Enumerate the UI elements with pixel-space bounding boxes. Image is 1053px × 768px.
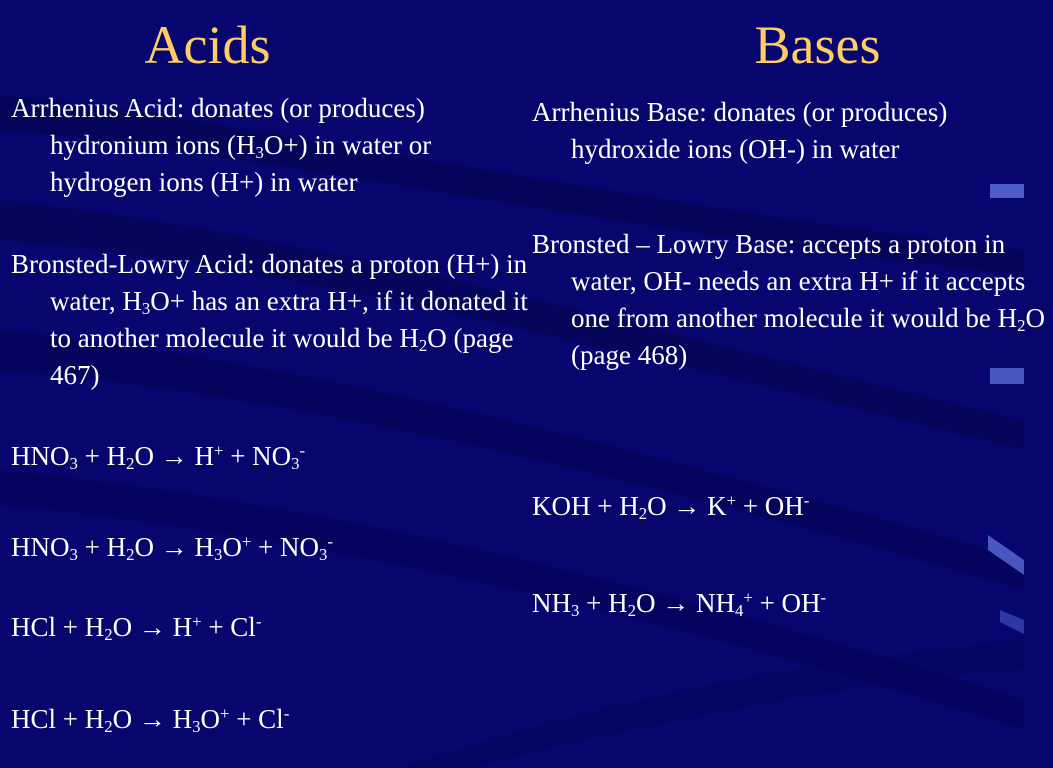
acid-equation-3: HCl + $H_2O \to H^+ + Cl^-$ bbox=[11, 611, 262, 645]
base-equation-2: $NH_3 + H_2O \to NH_4^+ + OH^-$ bbox=[532, 587, 827, 621]
acids-title: Acids bbox=[144, 15, 271, 75]
bases-title: Bases bbox=[754, 15, 881, 75]
arrhenius-base-definition: Arrhenius Base: donates (or produces) hydroxide ions (OH-) in water bbox=[532, 97, 948, 164]
acid-equation-2: $HNO_3 + H_2O \to H_3O^+ + NO_3^-$ bbox=[11, 531, 333, 565]
acid-equation-1: $HNO_3 + H_2O \to H^+ + NO_3^-$ bbox=[11, 440, 306, 474]
bronsted-lowry-base-definition: Bronsted – Lowry Base: accepts a proton in water, OH- needs an extra H+ if it accepts one from another molecule it would be $H_2O$ (page 468) bbox=[532, 229, 1045, 370]
base-equation-1: KOH + $H_2O \to K^+ + OH^-$ bbox=[532, 490, 810, 524]
bronsted-lowry-acid-definition: Bronsted-Lowry Acid: donates a proton (H+) in water, $H_3O+$ has an extra H+, if it donated it to another molecule it would be $H_2O$ (page 467) bbox=[11, 249, 528, 390]
acid-equation-4: HCl + $H_2O \to H_3O^+ + Cl^-$ bbox=[11, 703, 290, 737]
arrhenius-acid-definition: Arrhenius Acid: donates (or produces) hydronium ions $(H_3O+)$ in water or hydrogen ions (H+) in water bbox=[11, 93, 432, 197]
